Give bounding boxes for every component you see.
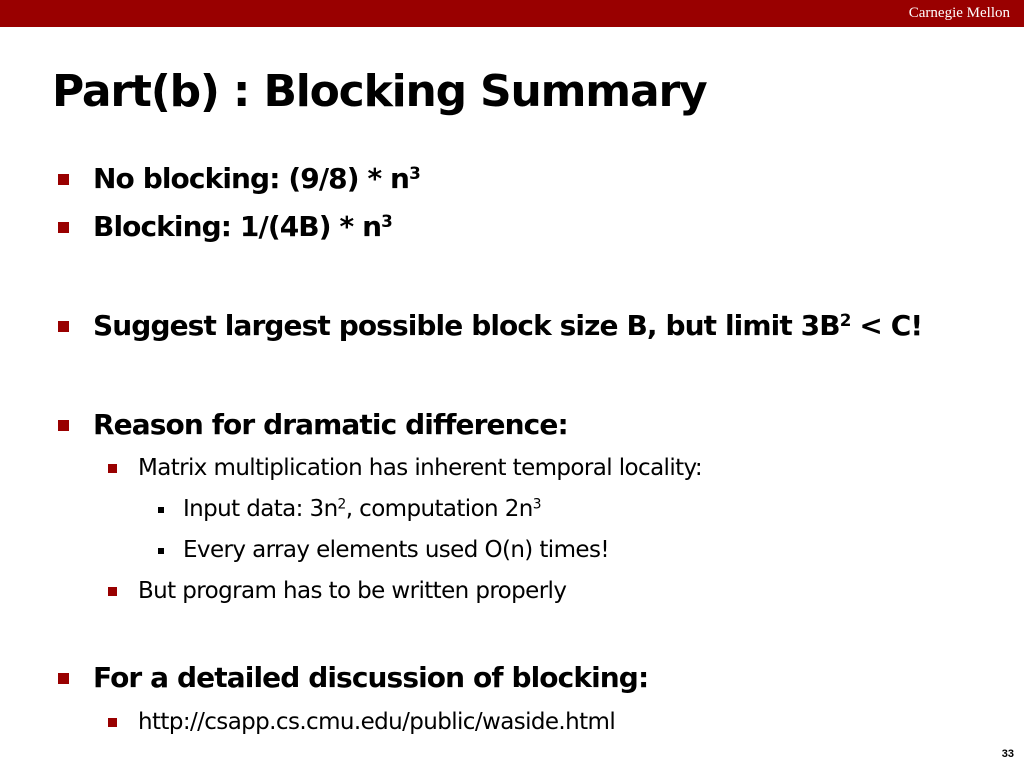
url-text: http://csapp.cs.cmu.edu/public/waside.html <box>138 709 616 735</box>
bullet-text-tail: < C! <box>850 309 923 342</box>
sub-bullet-program-properly <box>138 578 566 604</box>
sub-bullet-text: Matrix multiplication has inherent temporal locality: <box>138 455 703 481</box>
sub-bullet-temporal-locality <box>138 455 702 481</box>
bullet-detailed-discussion <box>93 661 648 694</box>
sub-sub-bullet-square-icon <box>158 548 164 554</box>
bullet-text: Blocking: 1/(4B) * n <box>93 210 382 243</box>
bullet-square-icon <box>58 222 69 233</box>
text-part: , computation 2n <box>345 496 533 522</box>
sub-bullet-square-icon <box>108 587 117 596</box>
bullet-text: Reason for dramatic difference: <box>93 408 568 441</box>
bullet-square-icon <box>58 321 69 332</box>
brand-text: Carnegie Mellon <box>908 5 1010 21</box>
exponent: 3 <box>409 162 420 183</box>
sub-bullet-square-icon <box>108 464 117 473</box>
exponent: 2 <box>337 496 346 513</box>
sub-bullet-square-icon <box>108 718 117 727</box>
bullet-square-icon <box>58 673 69 684</box>
bullet-text: Suggest largest possible block size B, but limit 3B <box>93 309 840 342</box>
exponent: 2 <box>839 309 851 330</box>
bullet-square-icon <box>58 420 69 431</box>
exponent: 3 <box>532 496 541 513</box>
text-part: Input data: 3n <box>183 496 338 522</box>
exponent: 3 <box>381 210 392 231</box>
sub-sub-bullet-text: Every array elements used O(n) times! <box>183 537 609 563</box>
bullet-reason <box>93 408 568 441</box>
bullet-blocking <box>93 210 392 243</box>
sub-bullet-text: But program has to be written properly <box>138 578 567 604</box>
bullet-block-size <box>93 309 922 342</box>
bullet-no-blocking <box>93 162 420 195</box>
sub-sub-bullet-input-data <box>183 496 541 522</box>
sub-bullet-url <box>138 709 615 735</box>
page-number: 33 <box>1001 748 1014 760</box>
bullet-text: No blocking: (9/8) * n <box>93 162 410 195</box>
bullet-text: For a detailed discussion of blocking: <box>93 661 649 694</box>
sub-sub-bullet-square-icon <box>158 507 164 513</box>
slide-title: Part(b) : Blocking Summary <box>52 66 707 117</box>
bullet-square-icon <box>58 174 69 185</box>
sub-sub-bullet-array-elements <box>183 537 609 563</box>
